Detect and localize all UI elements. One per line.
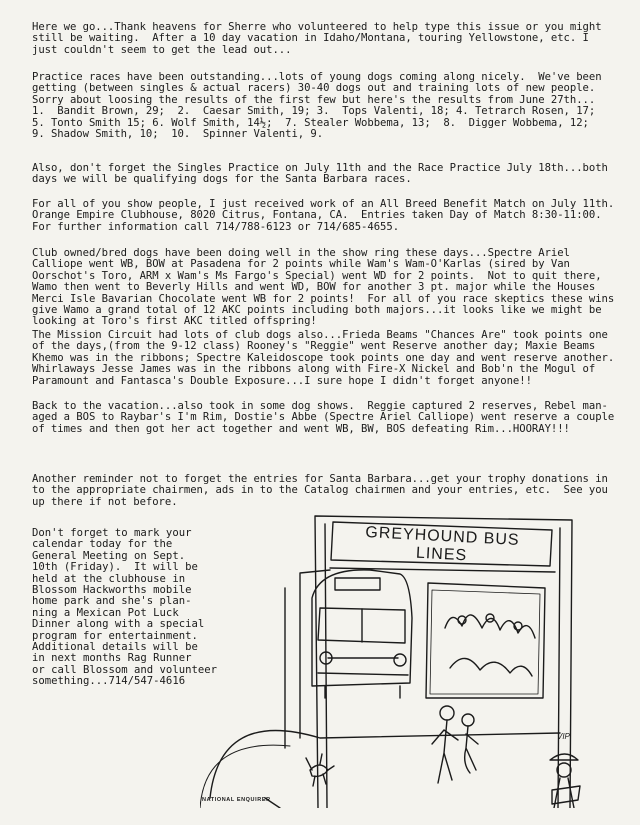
bus-illustration (312, 570, 412, 698)
santa-barbara-reminder-paragraph: Another reminder not to forget the entries for Santa Barbara...get your trophy donations in to the appropriate chairmen, ads in to the Catalog chairmen and your entries, etc. See you up there if not before. (32, 473, 608, 508)
intro-paragraph: Here we go...Thank heavens for Sherre who volunteered to help type this issue or you might still be waiting. After a 10 day vacation in Idaho/Montana, touring Yellowstone, etc. I just couldn't seem to get the lead out... (32, 21, 602, 56)
show-ring-paragraph: Club owned/bred dogs have been doing well in the show ring these days...Spectre Ariel Calliope went WB, BOW at Pasadena for 2 points while Wam's Wam-O'Karlas (sired by Van Oorschot's Toro, ARM x Wam's Ms Fargo's Special) went WD for 2 points. Not to quit there, Wamo then went to Beverly Hills and went WD, BOW for another 3 pt. major while the Houses Merci Isle Bavarian Chocolate went WB for 2 points! For all of you race skeptics these wins give Wamo a grand total of 12 AKC points including both majors...it looks like we might be looking at Toro's first AKC titled offspring! (32, 247, 615, 328)
man-with-newspaper (550, 754, 580, 808)
practice-races-paragraph: Practice races have been outstanding...lots of young dogs coming along nicely. We've been getting (between singles & actual racers) 30-40 dogs out and training lots of new people. Sorry about loosing the results of the first few but here's the results from June 27th... 1. Bandit Brown, 29; 2. Caesar Smith, 19; 3. Tops Valenti, 18; 4. Tetrarch Rosen, 17; 5. Tonto Smith 15; 6. Wolf Smith, 14½; 7. Stealer Wobbema, 13; 8. Digger Wobbema, 12; 9. Shadow Smith, 10; 10. Spinner Valenti, 9. (32, 71, 602, 141)
walking-couple (432, 706, 478, 783)
singles-practice-paragraph: Also, don't forget the Singles Practice on July 11th and the Race Practice July 18th...both days we will be qualifying dogs for the Santa Barbara races. (32, 162, 608, 186)
benefit-match-paragraph: For all of you show people, I just received work of an All Breed Benefit Match on July 11th. Orange Empire Clubhouse, 8020 Citrus, Fontana, CA. Entries taken Day of Match 8:30-11:00. For further information call 714/788-6123 or 714/685-4655. (32, 198, 615, 233)
bus-lines-sign: GREYHOUND BUS LINES (364, 523, 521, 565)
artist-signature: VIP (557, 732, 570, 741)
cartoon-credit: NATIONAL ENQUIRER (202, 797, 271, 803)
mission-circuit-paragraph: The Mission Circuit had lots of club dogs also...Frieda Beams "Chances Are" took points one of the days,(from the 9-12 class) Rooney's "Reggie" went Reserve another day; Maxie Beams Khemo was in the ribbons; Spectre Kaleidoscope took points one day and went reserve another. Whirlaways Jesse James was in the ribbons along with Fire-X Nickel and Bob'n the Mogul of Paramount and Fantasca's Double Exposure...I sure hope I didn't forget anyone!! (32, 329, 615, 387)
vacation-shows-paragraph: Back to the vacation...also took in some dog shows. Reggie captured 2 reserves, Rebel man- aged a BOS to Raybar's I'm Rim, Dostie's Abbe (Spectre Ariel Calliope) went reserve a couple of times and then got her act together and went WB, BW, BOS defeating Rim...HOORAY!!! (32, 400, 615, 435)
general-meeting-note: Don't forget to mark your calendar today for the General Meeting on Sept. 10th (Friday). It will be held at the clubhouse in Blossom Hackworths mobile home park and she's plan- ning a Mexican Pot Luck Dinner along with a special program for entertainment. Additional details will be in next months Rag Runner or call Blossom and volunteer something...714/547-4616 (32, 527, 217, 688)
greyhound-dog (306, 754, 334, 786)
